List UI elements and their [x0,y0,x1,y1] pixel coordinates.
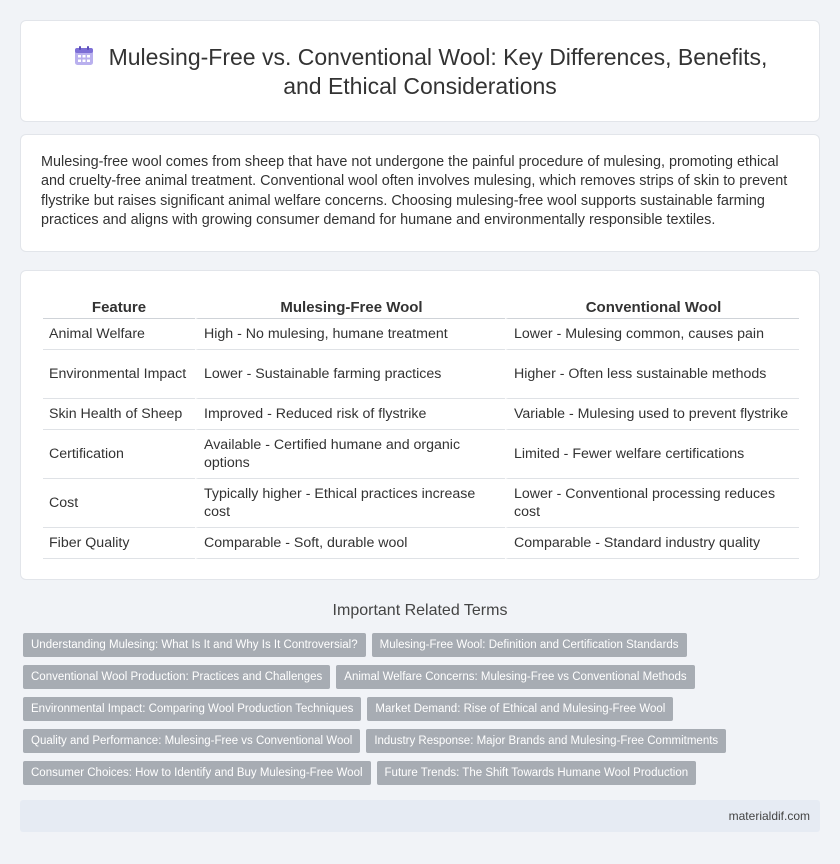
cell-conventional: Comparable - Standard industry quality [505,528,799,559]
header-conventional: Conventional Wool [505,295,799,319]
related-terms-heading: Important Related Terms [332,602,508,619]
cell-conventional: Lower - Mulesing common, causes pain [505,319,799,350]
cell-feature: Certification [43,430,195,479]
cell-feature: Cost [43,479,195,528]
related-term-link[interactable]: Animal Welfare Concerns: Mulesing-Free vs Conventional Methods [336,665,694,689]
table-row [43,319,799,350]
table-row [43,479,799,528]
related-term-link[interactable]: Future Trends: The Shift Towards Humane Wool Production [377,761,697,785]
cell-conventional: Higher - Often less sustainable methods [505,350,799,399]
tag-row [23,633,823,665]
title-line-2: and Ethical Considerations [283,73,557,99]
tag-row [23,729,823,761]
title-line-1: Mulesing-Free vs. Conventional Wool: Key Differences, Benefits, [108,44,768,70]
cell-feature: Skin Health of Sheep [43,399,195,430]
related-term-link[interactable]: Conventional Wool Production: Practices and Challenges [23,665,330,689]
cell-conventional: Limited - Fewer welfare certifications [505,430,799,479]
cell-mulesing-free: Typically higher - Ethical practices increase cost [195,479,505,528]
cell-feature: Animal Welfare [43,319,195,350]
cell-mulesing-free: Improved - Reduced risk of flystrike [195,399,505,430]
calendar-grid-icon [73,45,95,67]
intro-paragraph: Mulesing-free wool comes from sheep that have not undergone the painful procedure of mulesing, promoting ethical and cruelty-free animal treatment. Conventional wool often involves mulesing, which removes strips of skin to prevent flystrike but raises significant animal welfare concerns. Choosing mulesing-free wool supports sustainable farming practices and aligns with growing consumer demand for humane and environmentally responsible textiles. [41,154,788,229]
related-term-link[interactable]: Consumer Choices: How to Identify and Buy Mulesing-Free Wool [23,761,371,785]
related-term-link[interactable]: Industry Response: Major Brands and Mulesing-Free Commitments [366,729,726,753]
cell-feature: Fiber Quality [43,528,195,559]
cell-conventional: Variable - Mulesing used to prevent flystrike [505,399,799,430]
comparison-card [20,270,820,580]
table-header-row [43,295,799,319]
tag-row [23,697,823,729]
header-mulesing-free: Mulesing-Free Wool [195,295,505,319]
related-term-link[interactable]: Quality and Performance: Mulesing-Free vs Conventional Wool [23,729,360,753]
table-row [43,430,799,479]
cell-mulesing-free: High - No mulesing, humane treatment [195,319,505,350]
cell-mulesing-free: Available - Certified humane and organic options [195,430,505,479]
related-terms-list [23,633,823,793]
table-row [43,399,799,430]
footer [20,800,820,832]
header-feature: Feature [43,295,195,319]
cell-mulesing-free: Lower - Sustainable farming practices [195,350,505,399]
cell-feature: Environmental Impact [43,350,195,399]
related-term-link[interactable]: Understanding Mulesing: What Is It and Why Is It Controversial? [23,633,366,657]
cell-conventional: Lower - Conventional processing reduces cost [505,479,799,528]
table-row [43,528,799,559]
comparison-table [43,295,799,559]
tag-row [23,761,823,793]
tag-row [23,665,823,697]
related-term-link[interactable]: Mulesing-Free Wool: Definition and Certification Standards [372,633,687,657]
title-card [20,20,820,122]
page-title [21,43,819,101]
cell-mulesing-free: Comparable - Soft, durable wool [195,528,505,559]
table-row [43,350,799,399]
related-term-link[interactable]: Market Demand: Rise of Ethical and Mulesing-Free Wool [367,697,673,721]
footer-site-link[interactable]: materialdif.com [728,809,810,823]
related-term-link[interactable]: Environmental Impact: Comparing Wool Production Techniques [23,697,361,721]
intro-card [20,134,820,252]
